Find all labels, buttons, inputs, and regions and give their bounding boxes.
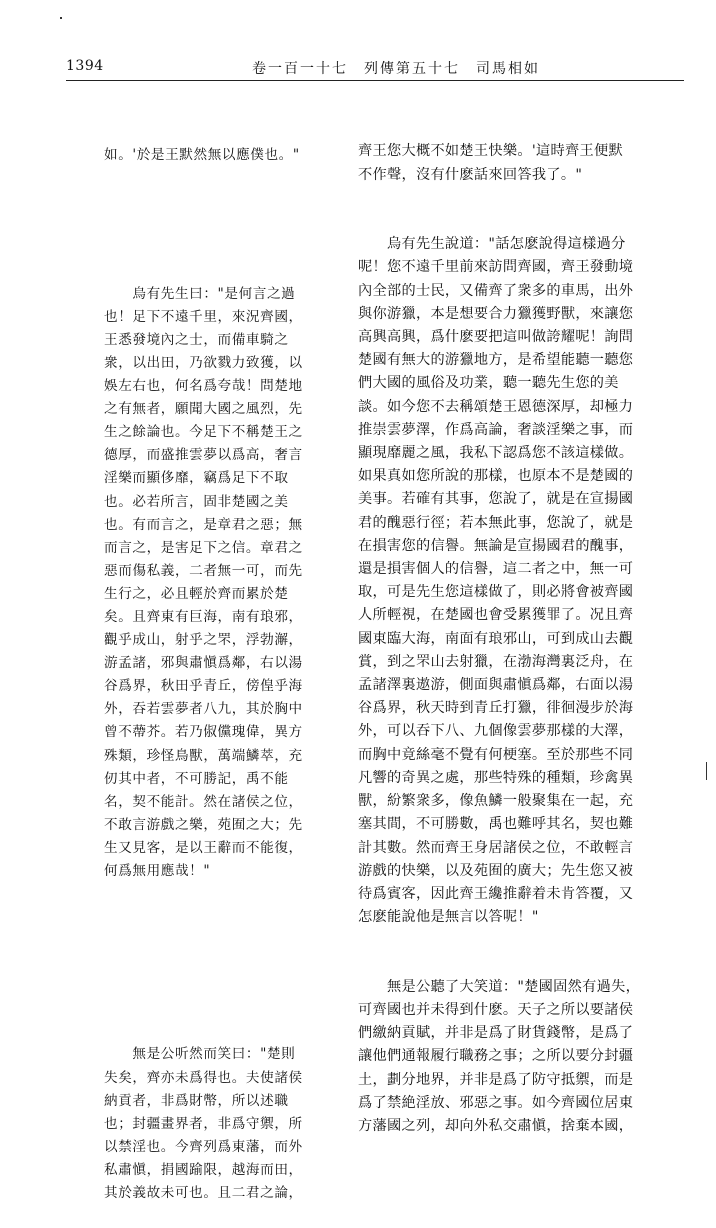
paragraph-gap xyxy=(104,213,336,236)
text-line: 國東臨大海，南面有琅邪山，可到成山去觀 xyxy=(358,630,634,647)
text-line: 怎麽能說他是無言以答呢！" xyxy=(358,909,539,926)
text-line: 美事。若確有其事，您說了，就是在宣揚國 xyxy=(358,491,634,508)
text-line: 在損害您的信譽。無論是宣揚國君的醜事， xyxy=(358,537,634,554)
text-line: 也；封疆畫界者，非爲守禦，所 xyxy=(104,1115,303,1132)
text-line: 不敢言游戲之樂，苑囿之大；先 xyxy=(104,816,303,833)
text-line: 取，可是先生您這樣做了，則必將會被齊國 xyxy=(358,584,634,601)
text-line: 土，劃分地界，并非是爲了防守抵禦，而是 xyxy=(358,1071,634,1088)
text-line: 衆，以出田，乃欲戮力致獲，以 xyxy=(104,354,303,371)
text-line: 獸，紛繁衆多，像魚鱗一般聚集在一起，充 xyxy=(358,793,634,810)
text-line: 孟諸澤裏遨游，側面與肅愼爲鄰，右面以湯 xyxy=(358,677,634,694)
text-line: 可齊國也并未得到什麽。天子之所以要諸侯 xyxy=(358,1001,634,1018)
paragraph-3 xyxy=(358,976,641,1138)
margin-mark xyxy=(706,762,707,780)
text-line: 賞，到之罘山去射獵，在渤海灣裏泛舟，在 xyxy=(358,653,634,670)
scan-speck xyxy=(60,17,62,19)
text-line: 谷爲界，秋天時到青丘打獵，徘徊漫步於海 xyxy=(358,700,634,717)
text-line: 惡而傷私義，二者無一可，而先 xyxy=(104,562,303,579)
text-line: 名，契不能計。然在諸侯之位， xyxy=(104,793,303,810)
text-line: 私肅愼，捐國踰限，越海而田， xyxy=(104,1161,303,1178)
text-line: 待爲賓客，因此齊王纔推辭着未肯答覆，又 xyxy=(358,885,634,902)
text-line: 生又見客，是以王辭而不能復， xyxy=(104,839,303,856)
text-line: 讓他們通報履行職務之事；之所以要分封疆 xyxy=(358,1048,634,1065)
text-line: 如果真如您所說的那樣，也原本不是楚國的 xyxy=(358,468,634,485)
text-line: 淫樂而顯侈靡，竊爲足下不取 xyxy=(104,470,289,487)
paragraph-1 xyxy=(104,144,336,167)
text-line: 谷爲界，秋田乎青丘，傍偟乎海 xyxy=(104,678,303,695)
text-line: 以禁淫也。今齊列爲東藩，而外 xyxy=(104,1138,303,1155)
text-line: 游戲的快樂，以及苑囿的廣大；先生您又被 xyxy=(358,862,634,879)
text-line: 觀乎成山，射乎之罘，浮勃澥， xyxy=(104,632,303,649)
page-number: 1394 xyxy=(66,58,104,74)
text-line: 生行之，必且輕於齊而累於楚 xyxy=(104,585,289,602)
text-line: 之有無者，願聞大國之風烈，先 xyxy=(104,401,303,418)
paragraph-2 xyxy=(358,233,634,929)
text-line: 也。有而言之，是章君之惡；無 xyxy=(104,516,303,533)
text-line: 外，可以吞下八、九個像雲夢那樣的大澤， xyxy=(358,723,634,740)
text-line: 內全部的士民，又備齊了衆多的車馬，出外 xyxy=(358,282,634,299)
text-line: 也！足下不遠千里，來況齊國， xyxy=(104,308,303,325)
text-line: 計其數。然而齊王身居諸侯之位，不敢輕言 xyxy=(358,839,634,856)
text-line: 生之餘論也。今足下不稱楚王之 xyxy=(104,424,303,441)
text-line: 娛左右也，何名爲夸哉！問楚地 xyxy=(104,378,303,395)
text-line: 烏有先生說道："話怎麽說得這樣過分 xyxy=(358,236,626,253)
text-line: 齊王您大概不如楚王快樂。'這時齊王便默 xyxy=(358,143,623,160)
text-line: 王悉發境內之士，而備車騎之 xyxy=(104,331,289,348)
paragraph-2 xyxy=(104,283,336,883)
text-line: 何爲無用應哉！" xyxy=(104,863,211,879)
text-line: 高興高興，爲什麽要把這叫做誇耀呢！詢問 xyxy=(358,329,634,346)
text-line: 楚國有無大的游獵地方，是希望能聽一聽您 xyxy=(358,352,634,369)
text-line: 其於義故未可也。且二君之論， xyxy=(104,1185,303,1202)
text-line: 曾不蔕芥。若乃俶儻瑰偉，異方 xyxy=(104,724,303,741)
text-line: 爲了禁絶淫放、邪惡之事。如今齊國位居東 xyxy=(358,1094,634,1111)
text-line: 還是損害個人的信譽，這二者之中，無一可 xyxy=(358,561,634,578)
text-line: 呢！您不遠千里前來訪問齊國，齊王發動境 xyxy=(358,259,634,276)
text-line: 無是公聽了大笑道："楚國固然有過失， xyxy=(358,978,641,995)
text-line: 無是公听然而笑曰："楚則 xyxy=(104,1046,296,1063)
text-line: 納貢者，非爲財幣，所以述職 xyxy=(104,1092,289,1109)
text-line: 也。必若所言，固非楚國之美 xyxy=(104,493,289,510)
paragraph-3 xyxy=(104,1043,336,1205)
text-line: 們繳納貢賦，并非是爲了財貨錢幣，是爲了 xyxy=(358,1025,634,1042)
running-head: 卷一百一十七 列傳第五十七 司馬相如 xyxy=(252,61,540,77)
text-line: 們大國的風俗及功業，聽一聽先生您的美 xyxy=(358,375,619,392)
text-line: 與你游獵，本是想要合力獵獲野獸，來讓您 xyxy=(358,305,634,322)
header-rule xyxy=(66,80,684,81)
page-header xyxy=(66,58,684,80)
paragraph-1 xyxy=(358,140,630,186)
text-line: 外，吞若雲夢者八九，其於胸中 xyxy=(104,701,303,718)
text-line: 凡響的奇異之處，那些特殊的種類，珍禽異 xyxy=(358,769,634,786)
text-line: 如。'於是王默然無以應僕也。" xyxy=(104,147,300,164)
text-line: 方藩國之列，却向外私交肅愼，捨棄本國， xyxy=(358,1117,634,1134)
text-line: 殊類，珍怪鳥獸，萬端鱗萃，充 xyxy=(104,747,303,764)
text-line: 而胸中竟絲毫不覺有何梗塞。至於那些不同 xyxy=(358,746,634,763)
text-line: 人所輕視，在楚國也會受累獲罪了。况且齊 xyxy=(358,607,634,624)
text-line: 推崇雲夢澤，作爲高論，奢談淫樂之事，而 xyxy=(358,421,634,438)
text-line: 談。如今您不去稱頌楚王恩德深厚，却極力 xyxy=(358,398,634,415)
translation-column xyxy=(358,94,641,1161)
text-line: 仞其中者，不可勝記，禹不能 xyxy=(104,770,289,787)
text-line: 君的醜惡行徑；若本無此事，您說了，就是 xyxy=(358,514,634,531)
text-line: 塞其間，不可勝數，禹也難呼其名，契也難 xyxy=(358,816,634,833)
text-line: 不作聲，沒有什麽話來回答我了。" xyxy=(358,166,583,183)
classical-text-column xyxy=(104,98,336,1228)
text-line: 烏有先生曰："是何言之過 xyxy=(104,285,296,302)
text-line: 矣。且齊東有巨海，南有琅邪， xyxy=(104,608,303,625)
text-line: 游孟諸，邪與肅愼爲鄰，右以湯 xyxy=(104,655,303,672)
text-line: 失矣，齊亦未爲得也。夫使諸侯 xyxy=(104,1069,303,1086)
text-line: 顯現靡麗之風，我私下認爲您不該這樣做。 xyxy=(358,445,634,462)
text-line: 德厚，而盛推雲夢以爲高，奢言 xyxy=(104,447,303,464)
text-line: 而言之，是害足下之信。章君之 xyxy=(104,539,303,556)
paragraph-gap xyxy=(104,929,336,997)
